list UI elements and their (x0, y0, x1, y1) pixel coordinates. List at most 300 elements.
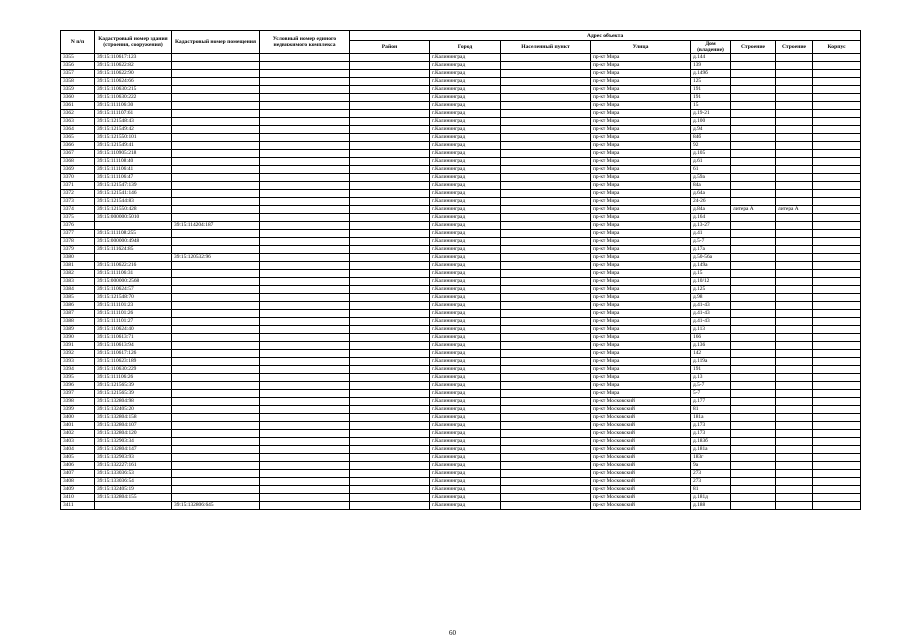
cell-cad-room (172, 446, 260, 454)
cell-cond-num (260, 118, 350, 126)
cell-city: г.Калининград (430, 222, 501, 230)
cell-street: пр-кт Московский (591, 414, 691, 422)
cell-cad-room (172, 286, 260, 294)
cell-district (350, 502, 430, 510)
cell-num: 3390 (61, 334, 95, 342)
cell-cad-room (172, 174, 260, 182)
cell-settlement (501, 134, 591, 142)
cell-city: г.Калининград (430, 158, 501, 166)
cell-city: г.Калининград (430, 118, 501, 126)
cell-cad-room (172, 166, 260, 174)
cell-settlement (501, 446, 591, 454)
cell-district (350, 190, 430, 198)
cell-building (731, 358, 776, 366)
cell-city: г.Калининград (430, 398, 501, 406)
cell-street: пр-кт Мира (591, 86, 691, 94)
cell-num: 3405 (61, 454, 95, 462)
table-row (61, 326, 861, 334)
cell-korpus (813, 294, 861, 302)
cell-settlement (501, 254, 591, 262)
cell-city: г.Калининград (430, 166, 501, 174)
cell-structure (776, 278, 813, 286)
cell-building (731, 94, 776, 102)
cell-korpus (813, 214, 861, 222)
cell-settlement (501, 294, 591, 302)
cell-settlement (501, 326, 591, 334)
cell-house: д.149а (691, 262, 731, 270)
cell-cond-num (260, 302, 350, 310)
cell-structure (776, 310, 813, 318)
cell-city: г.Калининград (430, 294, 501, 302)
cell-settlement (501, 86, 591, 94)
cell-house: д.41-43 (691, 302, 731, 310)
cell-building (731, 62, 776, 70)
cell-city: г.Калининград (430, 374, 501, 382)
cell-city: г.Калининград (430, 190, 501, 198)
cell-settlement (501, 470, 591, 478)
cell-cond-num (260, 478, 350, 486)
cell-house: д.181а (691, 446, 731, 454)
cell-structure (776, 414, 813, 422)
cell-street: пр-кт Мира (591, 206, 691, 214)
cell-district (350, 414, 430, 422)
table-row (61, 270, 861, 278)
table-row (61, 182, 861, 190)
cell-structure (776, 446, 813, 454)
cell-house: д.13 (691, 374, 731, 382)
cell-district (350, 406, 430, 414)
cell-city: г.Калининград (430, 94, 501, 102)
cell-street: пр-кт Московский (591, 478, 691, 486)
cell-structure (776, 182, 813, 190)
cell-cad-room (172, 478, 260, 486)
cell-cad-building: 39:15:000000:5010 (95, 214, 172, 222)
cell-building (731, 454, 776, 462)
cell-korpus (813, 414, 861, 422)
cell-cad-building: 39:15:110622:82 (95, 62, 172, 70)
cell-num: 3392 (61, 350, 95, 358)
cell-house: д.164 (691, 214, 731, 222)
cell-house: д.94 (691, 126, 731, 134)
table-row (61, 86, 861, 94)
cell-street: пр-кт Мира (591, 246, 691, 254)
cell-structure (776, 406, 813, 414)
cell-structure (776, 94, 813, 102)
cell-cond-num (260, 502, 350, 510)
cell-cad-building: 39:15:111107:61 (95, 110, 172, 118)
cell-cad-building: 39:15:121549:42 (95, 126, 172, 134)
cell-cad-room (172, 382, 260, 390)
cell-korpus (813, 390, 861, 398)
cell-city: г.Калининград (430, 86, 501, 94)
cell-district (350, 198, 430, 206)
cell-num: 3373 (61, 198, 95, 206)
cell-structure (776, 502, 813, 510)
cell-korpus (813, 446, 861, 454)
cell-house: д.5-7 (691, 238, 731, 246)
cell-street: пр-кт Мира (591, 62, 691, 70)
table-row (61, 214, 861, 222)
cell-korpus (813, 238, 861, 246)
cell-cond-num (260, 278, 350, 286)
cell-korpus (813, 334, 861, 342)
cell-cad-building: 39:15:110617:126 (95, 350, 172, 358)
cell-settlement (501, 286, 591, 294)
cell-settlement (501, 318, 591, 326)
cell-structure (776, 486, 813, 494)
cell-building (731, 198, 776, 206)
cell-district (350, 110, 430, 118)
cell-cond-num (260, 142, 350, 150)
cell-district (350, 94, 430, 102)
cell-cond-num (260, 174, 350, 182)
cell-cad-building: 39:15:111106:31 (95, 270, 172, 278)
cell-house: д.41-43 (691, 318, 731, 326)
cell-city: г.Калининград (430, 198, 501, 206)
cell-city: г.Калининград (430, 254, 501, 262)
cell-district (350, 366, 430, 374)
cell-korpus (813, 198, 861, 206)
cell-settlement (501, 182, 591, 190)
cell-street: пр-кт Мира (591, 390, 691, 398)
cell-district (350, 270, 430, 278)
cell-korpus (813, 270, 861, 278)
cell-structure (776, 214, 813, 222)
cell-cad-room (172, 78, 260, 86)
cell-settlement (501, 334, 591, 342)
cell-korpus (813, 358, 861, 366)
cell-settlement (501, 382, 591, 390)
table-row (61, 430, 861, 438)
cell-city: г.Калининград (430, 406, 501, 414)
cell-cad-room: 39:15:120532:96 (172, 254, 260, 262)
cell-building (731, 126, 776, 134)
cell-city: г.Калининград (430, 70, 501, 78)
cell-street: пр-кт Московский (591, 462, 691, 470)
cell-cond-num (260, 454, 350, 462)
cell-city: г.Калининград (430, 310, 501, 318)
cell-cad-building: 39:15:132227:161 (95, 462, 172, 470)
cell-district (350, 430, 430, 438)
cell-structure (776, 390, 813, 398)
cell-street: пр-кт Мира (591, 342, 691, 350)
cell-structure (776, 86, 813, 94)
cell-house: 81 (691, 406, 731, 414)
table-row (61, 438, 861, 446)
cell-korpus (813, 310, 861, 318)
cell-settlement (501, 190, 591, 198)
cell-building (731, 494, 776, 502)
cell-num: 3376 (61, 222, 95, 230)
cell-cad-building: 39:15:121548:70 (95, 294, 172, 302)
cell-korpus (813, 398, 861, 406)
cell-district (350, 182, 430, 190)
cell-district (350, 230, 430, 238)
cell-street: пр-кт Московский (591, 470, 691, 478)
cell-num: 3359 (61, 86, 95, 94)
cell-settlement (501, 206, 591, 214)
cell-cad-building: 39:15:121547:139 (95, 182, 172, 190)
cell-settlement (501, 390, 591, 398)
cell-structure (776, 366, 813, 374)
cell-num: 3385 (61, 294, 95, 302)
cell-building (731, 422, 776, 430)
table-row (61, 238, 861, 246)
cell-korpus (813, 502, 861, 510)
cell-korpus (813, 326, 861, 334)
cell-house: д.119а (691, 358, 731, 366)
cell-cad-building: 39:15:110624:57 (95, 286, 172, 294)
cell-house: 125 (691, 78, 731, 86)
cell-korpus (813, 286, 861, 294)
cell-building (731, 278, 776, 286)
cell-num: 3378 (61, 238, 95, 246)
cell-cad-room (172, 462, 260, 470)
cell-city: г.Калининград (430, 358, 501, 366)
cell-num: 3400 (61, 414, 95, 422)
cell-settlement (501, 246, 591, 254)
cell-cond-num (260, 86, 350, 94)
cell-cond-num (260, 382, 350, 390)
cell-house: д.181д (691, 494, 731, 502)
cell-num: 3371 (61, 182, 95, 190)
cell-cond-num (260, 126, 350, 134)
cell-settlement (501, 166, 591, 174)
cell-settlement (501, 70, 591, 78)
cell-district (350, 382, 430, 390)
cell-building (731, 230, 776, 238)
cell-cond-num (260, 438, 350, 446)
cell-house: д.136 (691, 342, 731, 350)
cell-city: г.Калининград (430, 478, 501, 486)
cell-street: пр-кт Мира (591, 110, 691, 118)
cell-num: 3365 (61, 134, 95, 142)
cell-street: пр-кт Московский (591, 454, 691, 462)
cell-city: г.Калининград (430, 174, 501, 182)
cell-cad-building: 39:15:121541:146 (95, 190, 172, 198)
cell-num: 3357 (61, 70, 95, 78)
cell-building (731, 174, 776, 182)
cell-district (350, 86, 430, 94)
cell-district (350, 54, 430, 62)
cell-settlement (501, 454, 591, 462)
cell-num: 3402 (61, 430, 95, 438)
table-row (61, 246, 861, 254)
cell-cad-building: 39:15:121544:83 (95, 198, 172, 206)
table-row (61, 110, 861, 118)
cell-city: г.Калининград (430, 126, 501, 134)
cell-cad-building: 39:15:132903:93 (95, 454, 172, 462)
cell-korpus (813, 110, 861, 118)
cell-building (731, 158, 776, 166)
cell-district (350, 174, 430, 182)
table-row (61, 302, 861, 310)
cell-city: г.Калининград (430, 366, 501, 374)
cell-building (731, 118, 776, 126)
col-house: Дом (владение) (691, 41, 731, 54)
cell-korpus (813, 422, 861, 430)
cell-city: г.Калининград (430, 150, 501, 158)
cell-district (350, 70, 430, 78)
cell-structure (776, 294, 813, 302)
cell-house: 166 (691, 334, 731, 342)
cell-cad-room (172, 214, 260, 222)
cell-building (731, 446, 776, 454)
cell-cad-building: 39:15:110624:40 (95, 326, 172, 334)
cell-num: 3382 (61, 270, 95, 278)
cell-cond-num (260, 334, 350, 342)
cell-cad-room (172, 70, 260, 78)
cell-house: д.173 (691, 430, 731, 438)
cell-house: д.113 (691, 326, 731, 334)
cell-num: 3367 (61, 150, 95, 158)
cell-settlement (501, 158, 591, 166)
cell-street: пр-кт Московский (591, 486, 691, 494)
cell-city: г.Калининград (430, 206, 501, 214)
cell-structure (776, 134, 813, 142)
cell-house: 191 (691, 366, 731, 374)
cell-korpus (813, 254, 861, 262)
cell-district (350, 246, 430, 254)
cell-street: пр-кт Мира (591, 190, 691, 198)
cell-cad-room (172, 262, 260, 270)
cell-structure (776, 326, 813, 334)
cell-building (731, 110, 776, 118)
table-row (61, 62, 861, 70)
cell-structure (776, 230, 813, 238)
cell-building (731, 438, 776, 446)
cell-street: пр-кт Мира (591, 118, 691, 126)
cell-district (350, 342, 430, 350)
cell-house: д.84а (691, 206, 731, 214)
cell-cad-room (172, 190, 260, 198)
cell-cad-room: 39:15:114204:187 (172, 222, 260, 230)
cell-num: 3379 (61, 246, 95, 254)
cell-korpus (813, 366, 861, 374)
cell-structure (776, 254, 813, 262)
cell-building (731, 470, 776, 478)
table-row (61, 174, 861, 182)
cell-cad-room (172, 406, 260, 414)
cell-structure (776, 142, 813, 150)
cell-city: г.Калининград (430, 270, 501, 278)
cell-district (350, 254, 430, 262)
cell-korpus (813, 174, 861, 182)
cell-cad-building: 39:15:121565:39 (95, 382, 172, 390)
cell-cad-building: 39:15:121565:39 (95, 390, 172, 398)
cell-cond-num (260, 94, 350, 102)
table-row (61, 222, 861, 230)
cell-street: пр-кт Мира (591, 222, 691, 230)
cell-settlement (501, 398, 591, 406)
cell-house: д.144 (691, 54, 731, 62)
cell-korpus (813, 246, 861, 254)
cell-house: д.100 (691, 118, 731, 126)
cell-cad-room (172, 102, 260, 110)
cell-num: 3363 (61, 118, 95, 126)
cell-cad-room (172, 86, 260, 94)
cell-cad-building: 39:15:110905:218 (95, 150, 172, 158)
cell-district (350, 78, 430, 86)
cell-building (731, 382, 776, 390)
cell-building (731, 406, 776, 414)
cell-structure (776, 102, 813, 110)
cell-cad-room (172, 334, 260, 342)
cell-cond-num (260, 422, 350, 430)
cell-cad-building: 39:15:110622:216 (95, 262, 172, 270)
cell-structure (776, 462, 813, 470)
cell-house: д.183б (691, 438, 731, 446)
cell-settlement (501, 174, 591, 182)
cell-num: 3395 (61, 374, 95, 382)
cell-cond-num (260, 366, 350, 374)
cell-building (731, 326, 776, 334)
cell-settlement (501, 214, 591, 222)
cell-settlement (501, 358, 591, 366)
cell-korpus (813, 118, 861, 126)
cell-district (350, 446, 430, 454)
cell-settlement (501, 278, 591, 286)
cell-korpus (813, 54, 861, 62)
cell-street: пр-кт Московский (591, 406, 691, 414)
cell-cond-num (260, 150, 350, 158)
cell-building (731, 390, 776, 398)
cell-street: пр-кт Мира (591, 54, 691, 62)
cell-structure (776, 358, 813, 366)
cell-city: г.Калининград (430, 142, 501, 150)
cell-city: г.Калининград (430, 502, 501, 510)
cell-city: г.Калининград (430, 414, 501, 422)
cell-num: 3391 (61, 342, 95, 350)
page-number: 60 (449, 629, 456, 637)
cell-structure (776, 430, 813, 438)
cell-num: 3408 (61, 478, 95, 486)
cell-cad-room (172, 358, 260, 366)
cell-korpus (813, 470, 861, 478)
cell-street: пр-кт Мира (591, 286, 691, 294)
cell-structure (776, 350, 813, 358)
cell-street: пр-кт Мира (591, 70, 691, 78)
cell-korpus (813, 166, 861, 174)
cell-cad-room (172, 302, 260, 310)
cell-korpus (813, 382, 861, 390)
table-row (61, 158, 861, 166)
cell-building (731, 54, 776, 62)
cell-city: г.Калининград (430, 230, 501, 238)
cell-street: пр-кт Московский (591, 494, 691, 502)
cell-city: г.Калининград (430, 390, 501, 398)
cell-structure (776, 478, 813, 486)
cell-settlement (501, 102, 591, 110)
cell-building (731, 334, 776, 342)
cell-cad-room: 39:15:132806:645 (172, 502, 260, 510)
cell-building (731, 190, 776, 198)
cell-cond-num (260, 246, 350, 254)
cell-num: 3394 (61, 366, 95, 374)
cell-settlement (501, 438, 591, 446)
cell-building (731, 286, 776, 294)
cell-district (350, 262, 430, 270)
cell-korpus (813, 62, 861, 70)
cell-city: г.Калининград (430, 446, 501, 454)
cell-cad-room (172, 62, 260, 70)
cell-district (350, 334, 430, 342)
col-district: Район (350, 41, 430, 54)
cell-house: 61 (691, 166, 731, 174)
cell-building (731, 70, 776, 78)
cell-num: 3361 (61, 102, 95, 110)
cell-building (731, 318, 776, 326)
